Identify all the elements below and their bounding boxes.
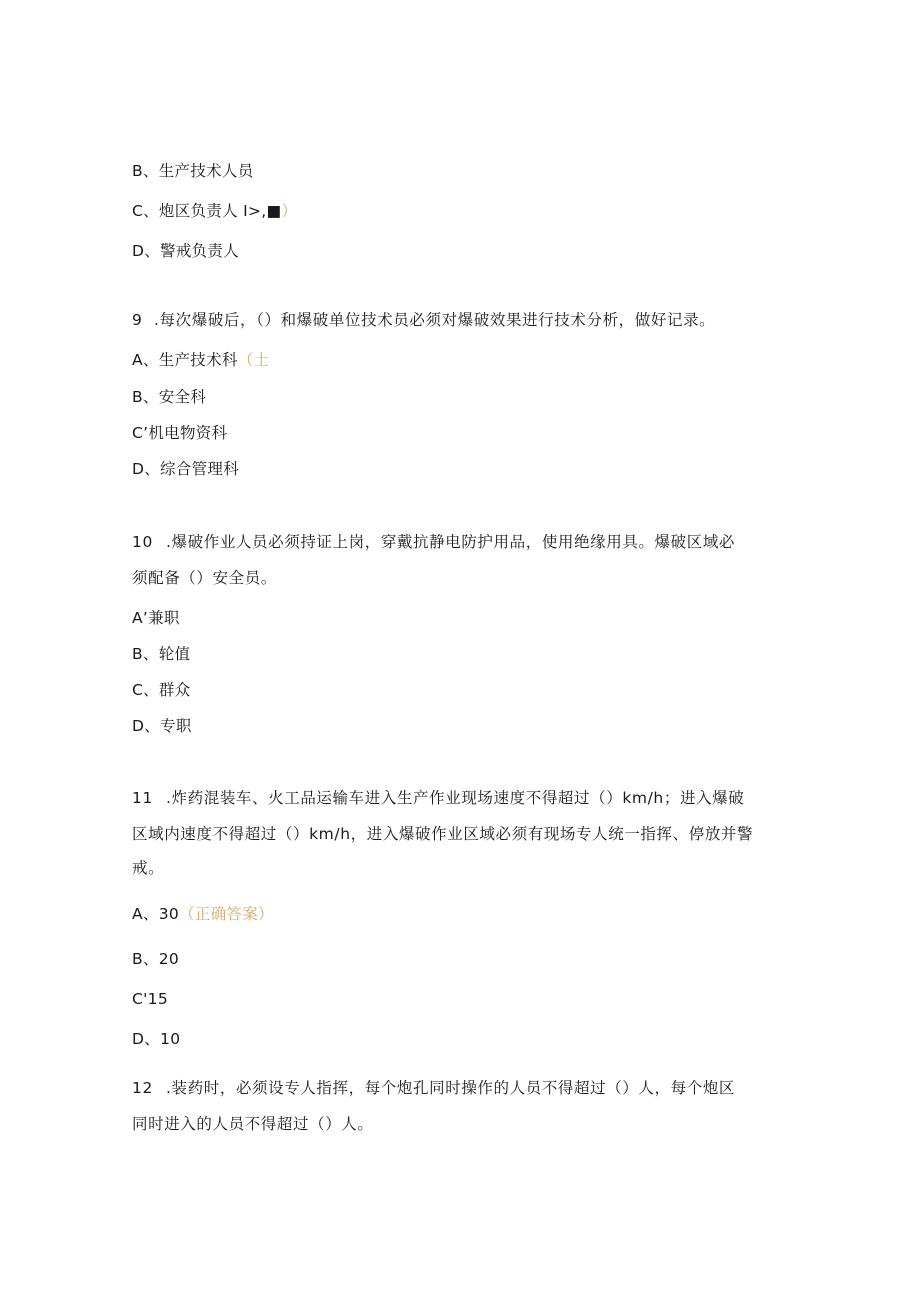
q10-option-a: A’兼职 — [132, 609, 180, 627]
q12-question-line2: 同时进入的人员不得超过（）人。 — [132, 1115, 374, 1133]
q11-option-b: B、20 — [132, 950, 180, 968]
q11-question-line1: 11 .炸药混装车、火工品运输车进入生产作业现场速度不得超过（）km/h；进入爆破 — [132, 789, 745, 807]
q9-question: 9 .每次爆破后，（）和爆破单位技术员必须对爆破效果进行技术分析，做好记录。 — [132, 311, 716, 329]
q9-option-c: C’机电物资科 — [132, 424, 228, 442]
q10-option-b: B、轮值 — [132, 645, 191, 663]
q11-question-line2: 区域内速度不得超过（）km/h，进入爆破作业区域必须有现场专人统一指挥、停放并警 — [132, 825, 754, 843]
q11-question-line3: 戒。 — [132, 859, 165, 877]
q10-option-c: C、群众 — [132, 681, 191, 699]
q8-option-c: C、炮区负责人 I>,■） — [132, 202, 298, 220]
q8-option-c-mark: ） — [281, 202, 298, 220]
q11-number: 11 — [132, 789, 153, 807]
q9-option-d: D、综合管理科 — [132, 460, 240, 478]
q12-question-line1: 12 .装药时，必须设专人指挥，每个炮孔同时操作的人员不得超过（）人，每个炮区 — [132, 1079, 736, 1097]
q11-option-a: A、30（正确答案） — [132, 905, 274, 923]
q11-option-a-mark: （正确答案） — [179, 905, 274, 923]
q10-option-d: D、专职 — [132, 717, 192, 735]
q9-option-b: B、安全科 — [132, 388, 207, 406]
q11-option-d: D、10 — [132, 1030, 181, 1048]
q10-question-line2: 须配备（）安全员。 — [132, 569, 277, 587]
q8-option-b: B、生产技术人员 — [132, 162, 254, 180]
q9-option-a-mark: （土 — [237, 351, 270, 369]
q8-option-d: D、警戒负责人 — [132, 242, 240, 260]
q10-question-line1: 10 .爆破作业人员必须持证上岗，穿戴抗静电防护用品，使用绝缘用具。爆破区域必 — [132, 533, 736, 551]
q11-option-c: C'15 — [132, 990, 169, 1008]
q9-number: 9 — [132, 311, 143, 329]
q10-number: 10 — [132, 533, 153, 551]
q12-number: 12 — [132, 1079, 153, 1097]
q9-option-a: A、生产技术科（土 — [132, 351, 270, 369]
